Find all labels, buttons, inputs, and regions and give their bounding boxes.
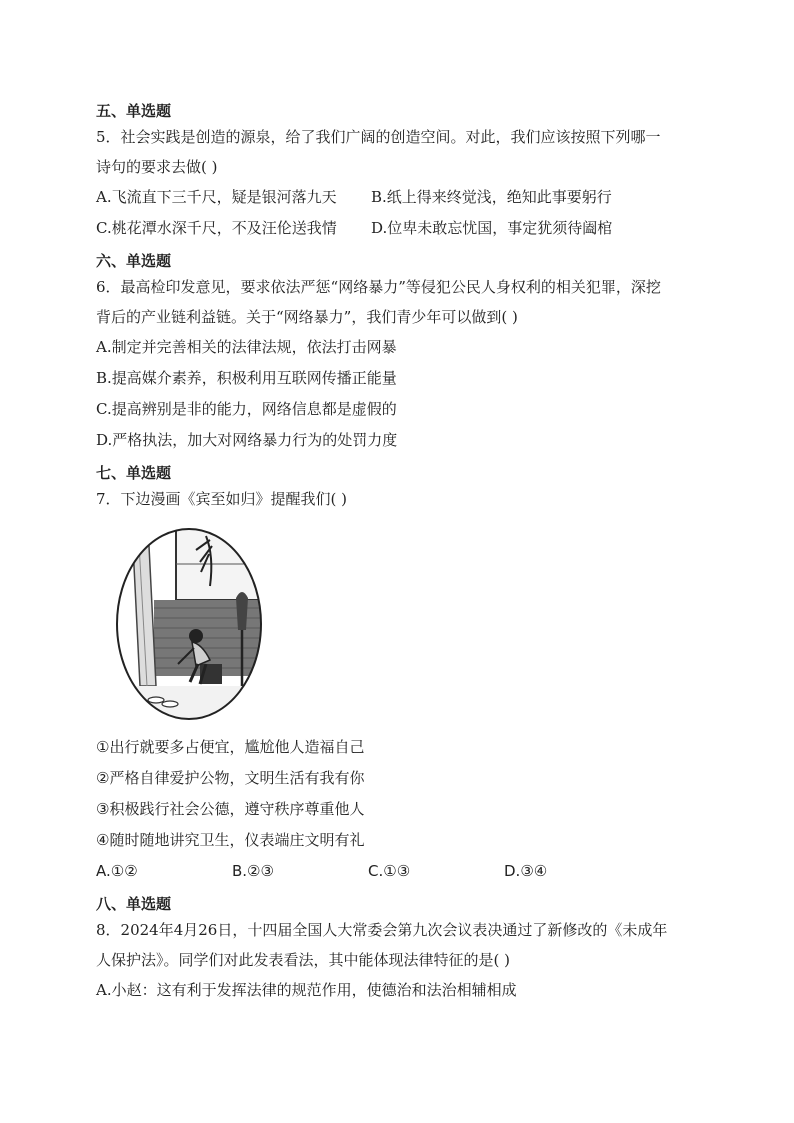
option-c[interactable]: C.桃花潭水深千尺，不及汪伦送我情: [96, 219, 337, 237]
question-stem-line: 背后的产业链利益链。关于“网络暴力”，我们青少年可以做到( ): [96, 308, 518, 326]
option-b[interactable]: B.②③: [232, 862, 274, 880]
option-row: [96, 182, 706, 213]
exam-page: [96, 100, 706, 1012]
option-d[interactable]: D.严格执法，加大对网络暴力行为的处罚力度: [96, 431, 398, 449]
section-8: [96, 893, 706, 1006]
section-5: [96, 100, 706, 244]
option-c[interactable]: C.提高辨别是非的能力，网络信息都是虚假的: [96, 400, 397, 418]
section-title: 七、单选题: [96, 464, 172, 482]
section-7: [96, 462, 706, 887]
option-a[interactable]: A.小赵：这有利于发挥法律的规范作用，使德治和法治相辅相成: [96, 981, 517, 999]
question-stem-line: 7．下边漫画《宾至如归》提醒我们( ): [96, 490, 348, 508]
option-row: [96, 213, 706, 244]
option-d[interactable]: D.位卑未敢忘忧国，事定犹须待阖棺: [371, 219, 613, 237]
statement-2: ②严格自律爱护公物，文明生活有我有你: [96, 769, 365, 787]
option-b[interactable]: B.纸上得来终觉浅，绝知此事要躬行: [371, 188, 612, 206]
statement-1: ①出行就要多占便宜，尴尬他人造福自己: [96, 738, 365, 756]
option-d[interactable]: D.③④: [504, 862, 548, 880]
option-row: [96, 856, 706, 887]
statement-4: ④随时随地讲究卫生，仪表端庄文明有礼: [96, 831, 365, 849]
section-title: 八、单选题: [96, 895, 172, 913]
section-title: 五、单选题: [96, 102, 172, 120]
option-b[interactable]: B.提高媒介素养，积极利用互联网传播正能量: [96, 369, 397, 387]
section-6: [96, 250, 706, 456]
statement-3: ③积极践行社会公德，遵守秩序尊重他人: [96, 800, 365, 818]
question-stem-line: 人保护法》。同学们对此发表看法，其中能体现法律特征的是( ): [96, 951, 510, 969]
question-stem-line: 6．最高检印发意见，要求依法严惩“网络暴力”等侵犯公民人身权利的相关犯罪，深挖: [96, 278, 661, 296]
question-stem-line: 诗句的要求去做( ): [96, 158, 218, 176]
question-stem-line: 8．2024年4月26日，十四届全国人大常委会第九次会议表决通过了新修改的《未成年: [96, 921, 668, 939]
cartoon-illustration: [114, 526, 264, 722]
option-c[interactable]: C.①③: [368, 862, 411, 880]
option-a[interactable]: A.制定并完善相关的法律法规，依法打击网暴: [96, 338, 397, 356]
section-title: 六、单选题: [96, 252, 172, 270]
question-stem-line: 5．社会实践是创造的源泉，给了我们广阔的创造空间。对此，我们应该按照下列哪一: [96, 128, 661, 146]
option-a[interactable]: A.飞流直下三千尺，疑是银河落九天: [96, 188, 337, 206]
option-a[interactable]: A.①②: [96, 862, 138, 880]
